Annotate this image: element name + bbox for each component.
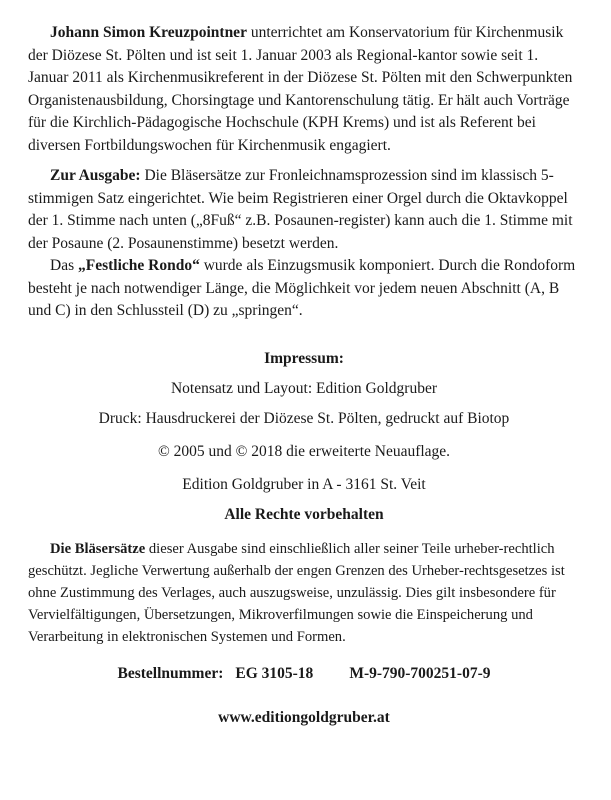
impressum-verlag: Edition Goldgruber in A - 3161 St. Veit — [182, 475, 426, 493]
rondo-text: wurde als Einzugsmusik komponiert. Durch die Rondoform besteht je nach notwendiger Länge, die Möglichkeit vor jedem neuen Abschnitt (A, B und C) in den Schlussteil (D) zu „springen“. — [28, 257, 576, 319]
impressum-heading: Impressum: — [264, 349, 344, 367]
impressum-notensatz: Notensatz und Layout: Edition Goldgruber — [170, 379, 438, 397]
rights-lead: Die Bläsersätze — [50, 540, 146, 557]
rights-heading: Alle Rechte vorbehalten — [224, 505, 384, 523]
rights-paragraph — [28, 538, 580, 648]
rights-text: dieser Ausgabe sind einschließlich aller seiner Teile urheber-rechtlich geschützt. Jegliche Verwertung außerhalb der engen Grenzen des Urheber-rechtsgesetzes ist ohne Zustimmung des Verlages, auch auszugsweise, unzulässig. Dies gilt insbesondere für Vervielfältigungen, Übersetzungen, Mikroverfilmungen sowie die Einspeicherung und Verarbeitung in elektronischen Systemen und Formen. — [28, 540, 565, 645]
order-number: EG 3105-18 — [235, 664, 314, 682]
rondo-prefix: Das — [50, 257, 78, 274]
impressum-druck: Druck: Hausdruckerei der Diözese St. Pölten, gedruckt auf Biotop — [98, 409, 510, 427]
document-page — [28, 22, 580, 727]
order-label: Bestellnummer: — [117, 664, 224, 682]
order-line — [28, 665, 580, 683]
bio-text: unterrichtet am Konservatorium für Kirchenmusik der Diözese St. Pölten und ist seit 1. Januar 2003 als Regional-kantor sowie seit 1. Januar 2011 als Kirchenmusikreferent in der Diözese St. Pölten mit den Schwerpunkten Organistenausbildung, Chorsingtage und Kantorenschulung tätig. Er hält auch Vorträge für die Kirchlich-Pädagogische Hochschule (KPH Krems) und ist als Referent bei diversen Fortbildungswochen für Kirchenmusik engagiert. — [28, 24, 573, 154]
edition-note-paragraph — [28, 165, 580, 255]
order-ismn: M-9-790-700251-07-9 — [349, 664, 491, 682]
author-name: Johann Simon Kreuzpointner — [50, 24, 247, 41]
bio-paragraph — [28, 22, 580, 157]
edition-note-label: Zur Ausgabe: — [50, 167, 141, 184]
impressum-copyright: © 2005 und © 2018 die erweiterte Neuauflage. — [157, 442, 451, 460]
rondo-paragraph — [28, 255, 580, 323]
rondo-title: „Festliche Rondo“ — [77, 257, 200, 274]
edition-note-text: Die Bläsersätze zur Fronleichnamsprozession sind im klassisch 5-stimmigen Satz eingerichtet. Wie beim Registrieren einer Orgel durch die Oktavkoppel der 1. Stimme nach unten („8Fuß“ z.B. Posaunen-register) kann auch die 1. Stimme mit der Posaune (2. Posaunenstimme) besetzt werden. — [28, 167, 573, 252]
website-link[interactable]: www.editiongoldgruber.at — [218, 708, 390, 726]
